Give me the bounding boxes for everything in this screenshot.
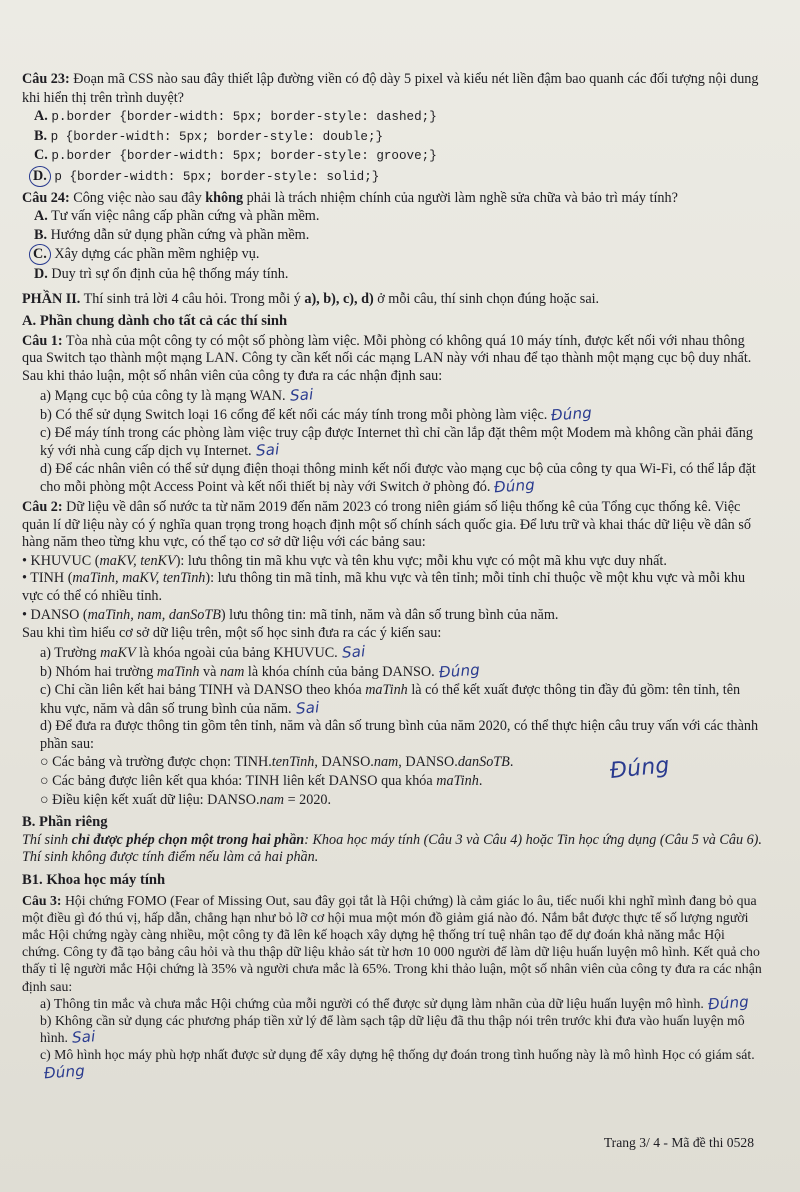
handwritten-circle-mark: D. xyxy=(29,166,51,187)
c1-statement-b: b) Có thể sử dụng Switch loại 16 cổng để kết nối các máy tính trong mỗi phòng làm việc. Đúng xyxy=(40,403,593,425)
table-tinh: • TINH (maTinh, maKV, tenTinh): lưu thông tin mã tỉnh, mã khu vực và tên tỉnh; mỗi tỉnh chỉ thuộc về một khu vực và mỗi khu vực có thể có nhiều tỉnh. xyxy=(22,570,746,605)
part2-heading: PHẦN II. Thí sinh trả lời 4 câu hỏi. Trong mỗi ý a), b), c), d) ở mỗi câu, thí sinh chọn đúng hoặc sai. xyxy=(22,290,600,307)
handwritten-answer: Sai xyxy=(294,697,320,718)
question-3-stem: Câu 3: Hội chứng FOMO (Fear of Missing Out, sau đây gọi tắt là Hội chứng) là cảm giác lo âu, tiếc nuối khi nghĩ mình đang bỏ qua một điều gì đó thú vị, hấp dẫn, chẳng hạn như bỏ lỡ cơ hội mua một món đồ giảm giá nào đó. Nắm bắt được thực tế số lượng người mắc Hội chứng ngày càng nhiều, một công ty đã lên kế hoạch xây dựng hệ thống trí tuệ nhân tạo để dự đoán khả năng mắc Hội chứng. Công ty đã tạo bảng câu hỏi và thu thập dữ liệu khảo sát từ hơn 10 000 người để làm dữ liệu huấn luyện mô hình. Kết quả cho thấy tỉ lệ người mắc Hội chứng là 35% và người chưa mắc là 65%. Trong khi thảo luận, một số nhân viên của công ty đưa ra các nhận định sau: xyxy=(22,892,762,994)
handwritten-answer: Đúng xyxy=(609,752,672,785)
c1-statement-c: c) Để máy tính trong các phòng làm việc truy cập được Internet thì chỉ cần lắp đặt thêm một Modem mà không cần phải đăng ký với nhà cung cấp dịch vụ Internet. Sai xyxy=(40,424,753,461)
table-khuvuc: • KHUVUC (maKV, tenKV): lưu thông tin mã khu vực và tên khu vực; mỗi khu vực có một mã khu vực duy nhất. xyxy=(22,552,667,569)
section-b-title: B. Phần riêng xyxy=(22,814,108,831)
q23-option-c: C. p.border {border-width: 5px; border-style: groove;} xyxy=(34,147,437,164)
handwritten-answer: Sai xyxy=(71,1027,97,1047)
q24-option-d: D. Duy trì sự ổn định của hệ thống máy tính. xyxy=(34,265,289,282)
c3-statement-c: c) Mô hình học máy phù hợp nhất được sử dụng để xây dựng hệ thống dự đoán trong tình huống này là mô hình Học có giám sát.Đúng xyxy=(40,1047,755,1082)
c2-statement-d: d) Để đưa ra được thông tin gồm tên tỉnh, năm và dân số trung bình của năm 2020, có thể thực hiện câu truy vấn với các thành phần sau: xyxy=(40,718,759,752)
c2-after-text: Sau khi tìm hiểu cơ sở dữ liệu trên, một số học sinh đưa ra các ý kiến sau: xyxy=(22,625,442,642)
c1-statement-d: d) Để các nhân viên có thể sử dụng điện thoại thông minh kết nối được vào mạng cục bộ của công ty qua Wi-Fi, có thể lắp đặt cho mỗi phòng một Access Point và kết nối thiết bị này với Switch ở phòng đó. Đúng xyxy=(40,460,756,497)
c3-statement-a: a) Thông tin mắc và chưa mắc Hội chứng của mỗi người có thể được sử dụng làm nhãn của dữ liệu huấn luyện mô hình. Đúng xyxy=(40,992,750,1014)
c2-statement-c: c) Chỉ cần liên kết hai bảng TINH và DANSO theo khóa maTinh là có thể kết xuất được thông tin đầy đủ gồm: tên tỉnh, tên khu vực, năm và dân số trung bình của năm. Sai xyxy=(40,682,741,718)
handwritten-circle-mark: C. xyxy=(29,244,51,265)
handwritten-answer: Sai xyxy=(341,642,366,662)
section-b-note: Thí sinh chỉ được phép chọn một trong hai phần: Khoa học máy tính (Câu 3 và Câu 4) hoặc Tin học ứng dụng (Câu 5 và Câu 6). Thí sinh không được tính điểm nếu làm cả hai phần. xyxy=(22,831,762,866)
section-a-title: A. Phần chung dành cho tất cả các thí sinh xyxy=(22,313,288,330)
c2-statement-a: a) Trường maKV là khóa ngoài của bảng KHUVUC. Sai xyxy=(40,642,366,662)
c2-d-item-1: ○ Các bảng và trường được chọn: TINH.tenTinh, DANSO.nam, DANSO.danSoTB. xyxy=(40,754,514,771)
c3-statement-b: b) Không cần sử dụng các phương pháp tiền xử lý để làm sạch tập dữ liệu đã thu thập nói trên trước khi đưa vào huấn luyện mô hình. Sai xyxy=(40,1012,745,1047)
handwritten-answer: Sai xyxy=(288,384,314,405)
c2-d-item-2: ○ Các bảng được liên kết qua khóa: TINH liên kết DANSO qua khóa maTinh. xyxy=(40,772,483,789)
page-footer: Trang 3/ 4 - Mã đề thi 0528 xyxy=(603,1135,754,1150)
q24-option-a: A. Tư vấn việc nâng cấp phần cứng và phần mềm. xyxy=(34,208,320,225)
c2-statement-b: b) Nhóm hai trường maTinh và nam là khóa chính của bảng DANSO. Đúng xyxy=(40,661,481,682)
q24-option-b: B. Hướng dẫn sử dụng phần cứng và phần mềm. xyxy=(34,226,310,243)
handwritten-answer: Đúng xyxy=(707,992,750,1014)
c2-d-item-3: ○ Điều kiện kết xuất dữ liệu: DANSO.nam = 2020. xyxy=(40,791,332,808)
question-24-stem: Câu 24: Công việc nào sau đây không phải là trách nhiệm chính của người làm nghề sửa chữa và bảo trì máy tính? xyxy=(22,189,678,206)
q23-option-b: B. p {border-width: 5px; border-style: double;} xyxy=(34,127,384,144)
question-1-stem: Câu 1: Tòa nhà của một công ty có một số phòng làm việc. Mỗi phòng có không quá 10 máy tính, được kết nối với nhau thông qua Switch tạo thành một mạng LAN. Công ty cần kết nối các mạng LAN này với nhau để tạo thành một mạng cục bộ duy nhất. Sau khi thảo luận, một số nhân viên của công ty đưa ra các nhận định sau: xyxy=(22,332,752,384)
q23-option-a: A. p.border {border-width: 5px; border-style: dashed;} xyxy=(34,108,437,125)
c1-statement-a: a) Mạng cục bộ của công ty là mạng WAN. Sai xyxy=(40,384,314,405)
handwritten-answer: Sai xyxy=(254,440,280,461)
section-b1-title: B1. Khoa học máy tính xyxy=(22,871,166,888)
q23-option-d: D. p {border-width: 5px; border-style: solid;} xyxy=(22,166,764,187)
handwritten-answer: Đúng xyxy=(438,661,481,682)
question-2-stem: Câu 2: Dữ liệu về dân số nước ta từ năm 2019 đến năm 2023 có trong niên giám số liệu thống kê của Tổng cục thống kê. Việc quản lí dữ liệu này có ý nghĩa quan trọng trong hoạch định một số chính sách quốc gia. Để lưu trữ và khai thác dữ liệu về dân số hàng năm theo từng khu vực, có thể tạo cơ sở dữ liệu với các bảng sau: xyxy=(22,499,751,551)
handwritten-answer: Đúng xyxy=(43,1061,86,1082)
handwritten-answer: Đúng xyxy=(493,476,536,497)
q24-option-c: C. Xây dựng các phần mềm nghiệp vụ. xyxy=(22,244,764,265)
handwritten-answer: Đúng xyxy=(550,403,593,425)
question-23-stem: Câu 23: Đoạn mã CSS nào sau đây thiết lập đường viền có độ dày 5 pixel và kiểu nét liền đậm bao quanh các đối tượng nội dung khi hiển thị trên trình duyệt? xyxy=(22,71,759,106)
table-danso: • DANSO (maTinh, nam, danSoTB) lưu thông tin: mã tỉnh, năm và dân số trung bình của năm. xyxy=(22,606,559,623)
